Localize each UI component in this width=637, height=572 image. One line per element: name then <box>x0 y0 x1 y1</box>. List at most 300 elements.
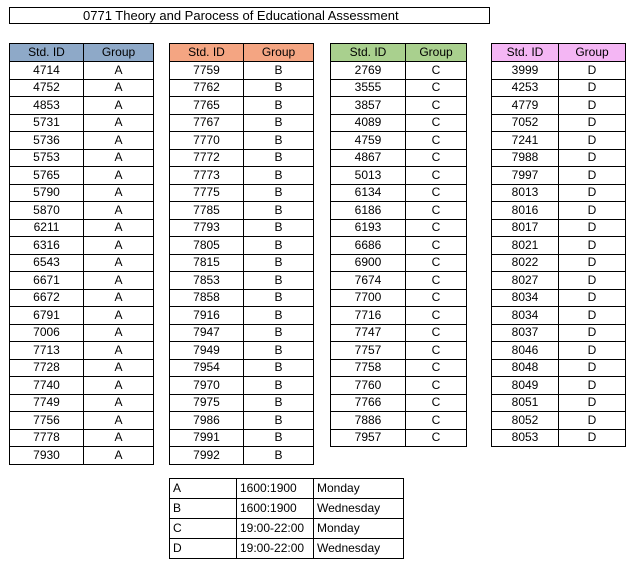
std-id-cell: 6671 <box>10 272 84 290</box>
std-id-cell: 6686 <box>331 237 406 255</box>
std-id-cell: 7805 <box>170 237 244 255</box>
group-cell: C <box>406 307 467 325</box>
group-c-table <box>330 43 467 447</box>
group-c-body <box>331 62 467 447</box>
group-a-body <box>10 62 154 465</box>
group-cell: C <box>406 324 467 342</box>
schedule-group-cell: A <box>170 479 237 499</box>
std-id-cell: 7773 <box>170 167 244 185</box>
group-cell: B <box>244 184 314 202</box>
std-id-cell: 8046 <box>492 342 559 360</box>
std-id-cell: 7747 <box>331 324 406 342</box>
group-cell: A <box>84 167 154 185</box>
group-cell: D <box>559 167 626 185</box>
std-id-header: Std. ID <box>331 44 406 62</box>
table-row <box>170 184 314 202</box>
group-cell: B <box>244 132 314 150</box>
std-id-cell: 7858 <box>170 289 244 307</box>
group-cell: D <box>559 429 626 447</box>
table-row <box>170 394 314 412</box>
std-id-cell: 7970 <box>170 377 244 395</box>
std-id-cell: 8021 <box>492 237 559 255</box>
table-row <box>10 359 154 377</box>
table-row <box>10 324 154 342</box>
table-row <box>170 342 314 360</box>
std-id-cell: 7674 <box>331 272 406 290</box>
table-row <box>10 272 154 290</box>
std-id-cell: 6134 <box>331 184 406 202</box>
table-row <box>331 429 467 447</box>
table-row <box>10 97 154 115</box>
table-row <box>492 167 626 185</box>
group-cell: C <box>406 254 467 272</box>
group-cell: C <box>406 132 467 150</box>
group-cell: D <box>559 324 626 342</box>
group-cell: A <box>84 254 154 272</box>
table-row <box>10 62 154 80</box>
group-header: Group <box>84 44 154 62</box>
group-cell: A <box>84 289 154 307</box>
std-id-cell: 5765 <box>10 167 84 185</box>
std-id-cell: 7988 <box>492 149 559 167</box>
table-row <box>170 132 314 150</box>
group-cell: A <box>84 359 154 377</box>
table-row <box>331 79 467 97</box>
group-cell: B <box>244 307 314 325</box>
table-row <box>492 394 626 412</box>
std-id-cell: 7762 <box>170 79 244 97</box>
table-row <box>170 359 314 377</box>
table-row <box>492 219 626 237</box>
std-id-cell: 7991 <box>170 429 244 447</box>
group-cell: A <box>84 307 154 325</box>
table-row <box>331 219 467 237</box>
std-id-cell: 4714 <box>10 62 84 80</box>
group-cell: D <box>559 359 626 377</box>
std-id-cell: 7713 <box>10 342 84 360</box>
table-row <box>170 62 314 80</box>
group-cell: C <box>406 289 467 307</box>
table-row <box>331 359 467 377</box>
std-id-cell: 7241 <box>492 132 559 150</box>
std-id-cell: 7700 <box>331 289 406 307</box>
group-cell: C <box>406 342 467 360</box>
std-id-cell: 7052 <box>492 114 559 132</box>
std-id-cell: 7853 <box>170 272 244 290</box>
group-cell: B <box>244 237 314 255</box>
header-row <box>492 44 626 62</box>
group-cell: A <box>84 202 154 220</box>
group-cell: D <box>559 149 626 167</box>
group-cell: D <box>559 394 626 412</box>
std-id-header: Std. ID <box>170 44 244 62</box>
std-id-cell: 7758 <box>331 359 406 377</box>
table-row <box>331 342 467 360</box>
std-id-cell: 8027 <box>492 272 559 290</box>
std-id-cell: 8051 <box>492 394 559 412</box>
std-id-cell: 7740 <box>10 377 84 395</box>
group-cell: B <box>244 114 314 132</box>
std-id-cell: 4853 <box>10 97 84 115</box>
group-cell: D <box>559 307 626 325</box>
table-row <box>331 167 467 185</box>
schedule-row <box>170 519 404 539</box>
table-row <box>10 447 154 465</box>
table-row <box>10 114 154 132</box>
group-cell: B <box>244 167 314 185</box>
schedule-day-cell: Monday <box>314 519 404 539</box>
group-cell: B <box>244 342 314 360</box>
table-row <box>492 307 626 325</box>
std-id-cell: 7793 <box>170 219 244 237</box>
group-cell: B <box>244 377 314 395</box>
group-cell: D <box>559 412 626 430</box>
group-cell: B <box>244 447 314 465</box>
group-cell: A <box>84 324 154 342</box>
table-row <box>10 394 154 412</box>
group-cell: D <box>559 79 626 97</box>
schedule-group-cell: D <box>170 539 237 559</box>
std-id-cell: 7930 <box>10 447 84 465</box>
std-id-cell: 8013 <box>492 184 559 202</box>
table-row <box>331 324 467 342</box>
schedule-time-cell: 19:00-22:00 <box>237 539 314 559</box>
table-row <box>170 219 314 237</box>
table-row <box>492 377 626 395</box>
group-cell: B <box>244 359 314 377</box>
group-cell: D <box>559 289 626 307</box>
std-id-cell: 7728 <box>10 359 84 377</box>
table-row <box>331 377 467 395</box>
group-cell: C <box>406 394 467 412</box>
std-id-cell: 7992 <box>170 447 244 465</box>
std-id-cell: 8049 <box>492 377 559 395</box>
group-header: Group <box>244 44 314 62</box>
std-id-cell: 4089 <box>331 114 406 132</box>
group-cell: C <box>406 114 467 132</box>
table-row <box>170 307 314 325</box>
group-cell: D <box>559 97 626 115</box>
std-id-cell: 7006 <box>10 324 84 342</box>
schedule-day-cell: Monday <box>314 479 404 499</box>
group-cell: B <box>244 202 314 220</box>
group-cell: D <box>559 377 626 395</box>
std-id-cell: 5013 <box>331 167 406 185</box>
table-row <box>170 202 314 220</box>
std-id-cell: 7785 <box>170 202 244 220</box>
group-header: Group <box>559 44 626 62</box>
table-row <box>10 132 154 150</box>
group-header: Group <box>406 44 467 62</box>
group-cell: D <box>559 219 626 237</box>
group-cell: B <box>244 272 314 290</box>
std-id-cell: 7770 <box>170 132 244 150</box>
group-cell: B <box>244 62 314 80</box>
table-row <box>10 219 154 237</box>
group-cell: C <box>406 237 467 255</box>
table-row <box>170 237 314 255</box>
table-row <box>10 429 154 447</box>
std-id-cell: 7765 <box>170 97 244 115</box>
std-id-cell: 3857 <box>331 97 406 115</box>
group-d-body <box>492 62 626 447</box>
group-cell: A <box>84 219 154 237</box>
group-cell: D <box>559 237 626 255</box>
std-id-cell: 7767 <box>170 114 244 132</box>
table-row <box>170 324 314 342</box>
std-id-cell: 8017 <box>492 219 559 237</box>
schedule-row <box>170 539 404 559</box>
table-row <box>492 237 626 255</box>
table-row <box>492 149 626 167</box>
table-row <box>331 289 467 307</box>
std-id-cell: 6211 <box>10 219 84 237</box>
table-row <box>170 377 314 395</box>
group-cell: C <box>406 412 467 430</box>
std-id-cell: 7766 <box>331 394 406 412</box>
std-id-cell: 5731 <box>10 114 84 132</box>
group-cell: C <box>406 149 467 167</box>
group-cell: C <box>406 219 467 237</box>
group-cell: A <box>84 447 154 465</box>
table-row <box>10 202 154 220</box>
std-id-cell: 8034 <box>492 307 559 325</box>
table-row <box>492 202 626 220</box>
schedule-time-cell: 19:00-22:00 <box>237 519 314 539</box>
std-id-cell: 6316 <box>10 237 84 255</box>
group-cell: A <box>84 114 154 132</box>
group-a-header <box>10 44 154 62</box>
table-row <box>492 114 626 132</box>
group-b-table <box>169 43 314 465</box>
table-row <box>492 97 626 115</box>
std-id-cell: 7986 <box>170 412 244 430</box>
table-row <box>170 447 314 465</box>
std-id-cell: 8037 <box>492 324 559 342</box>
std-id-cell: 4759 <box>331 132 406 150</box>
header-row <box>10 44 154 62</box>
group-cell: C <box>406 359 467 377</box>
document-title: 0771 Theory and Parocess of Educational Assessment <box>9 7 490 24</box>
table-row <box>492 79 626 97</box>
table-row <box>170 79 314 97</box>
header-row <box>170 44 314 62</box>
std-id-cell: 7975 <box>170 394 244 412</box>
table-row <box>170 254 314 272</box>
group-cell: B <box>244 254 314 272</box>
schedule-day-cell: Wednesday <box>314 499 404 519</box>
schedule-row <box>170 479 404 499</box>
schedule-time-cell: 1600:1900 <box>237 499 314 519</box>
group-cell: B <box>244 289 314 307</box>
table-row <box>492 342 626 360</box>
std-id-cell: 7949 <box>170 342 244 360</box>
table-row <box>10 79 154 97</box>
group-cell: A <box>84 79 154 97</box>
std-id-cell: 3555 <box>331 79 406 97</box>
table-row <box>10 254 154 272</box>
group-cell: A <box>84 394 154 412</box>
group-cell: C <box>406 167 467 185</box>
std-id-cell: 3999 <box>492 62 559 80</box>
std-id-cell: 5736 <box>10 132 84 150</box>
table-row <box>170 114 314 132</box>
std-id-cell: 5790 <box>10 184 84 202</box>
table-row <box>170 149 314 167</box>
table-row <box>492 254 626 272</box>
group-cell: B <box>244 149 314 167</box>
group-a-table <box>9 43 154 465</box>
table-row <box>331 394 467 412</box>
group-d-header <box>492 44 626 62</box>
table-row <box>492 272 626 290</box>
schedule-group-cell: C <box>170 519 237 539</box>
table-row <box>331 412 467 430</box>
std-id-cell: 6543 <box>10 254 84 272</box>
group-cell: B <box>244 324 314 342</box>
group-cell: A <box>84 184 154 202</box>
std-id-header: Std. ID <box>492 44 559 62</box>
group-cell: A <box>84 132 154 150</box>
std-id-cell: 4779 <box>492 97 559 115</box>
table-row <box>331 97 467 115</box>
table-row <box>170 167 314 185</box>
std-id-cell: 7756 <box>10 412 84 430</box>
table-row <box>331 149 467 167</box>
schedule-row <box>170 499 404 519</box>
table-row <box>331 62 467 80</box>
table-row <box>492 184 626 202</box>
std-id-cell: 6186 <box>331 202 406 220</box>
std-id-cell: 8053 <box>492 429 559 447</box>
std-id-cell: 7716 <box>331 307 406 325</box>
group-cell: B <box>244 219 314 237</box>
table-row <box>10 184 154 202</box>
group-cell: C <box>406 97 467 115</box>
group-cell: A <box>84 342 154 360</box>
group-cell: B <box>244 394 314 412</box>
table-row <box>492 132 626 150</box>
table-row <box>331 132 467 150</box>
std-id-cell: 7815 <box>170 254 244 272</box>
group-b-header <box>170 44 314 62</box>
std-id-cell: 7759 <box>170 62 244 80</box>
table-row <box>170 429 314 447</box>
group-cell: A <box>84 377 154 395</box>
table-row <box>492 324 626 342</box>
table-row <box>492 429 626 447</box>
group-cell: B <box>244 412 314 430</box>
group-cell: A <box>84 237 154 255</box>
std-id-cell: 7954 <box>170 359 244 377</box>
std-id-cell: 8052 <box>492 412 559 430</box>
table-row <box>331 254 467 272</box>
table-row <box>10 412 154 430</box>
table-row <box>10 342 154 360</box>
group-cell: A <box>84 149 154 167</box>
table-row <box>492 289 626 307</box>
std-id-header: Std. ID <box>10 44 84 62</box>
schedule-body <box>170 479 404 559</box>
std-id-cell: 4752 <box>10 79 84 97</box>
std-id-cell: 2769 <box>331 62 406 80</box>
table-row <box>492 62 626 80</box>
group-cell: D <box>559 184 626 202</box>
table-row <box>492 412 626 430</box>
group-cell: C <box>406 184 467 202</box>
group-cell: A <box>84 272 154 290</box>
std-id-cell: 7916 <box>170 307 244 325</box>
group-cell: C <box>406 202 467 220</box>
table-row <box>10 377 154 395</box>
group-cell: C <box>406 272 467 290</box>
std-id-cell: 7760 <box>331 377 406 395</box>
schedule-time-cell: 1600:1900 <box>237 479 314 499</box>
group-cell: D <box>559 132 626 150</box>
std-id-cell: 5753 <box>10 149 84 167</box>
std-id-cell: 7775 <box>170 184 244 202</box>
table-row <box>331 237 467 255</box>
group-cell: C <box>406 429 467 447</box>
group-cell: D <box>559 202 626 220</box>
table-row <box>331 272 467 290</box>
schedule-group-cell: B <box>170 499 237 519</box>
std-id-cell: 6672 <box>10 289 84 307</box>
group-cell: A <box>84 429 154 447</box>
std-id-cell: 8034 <box>492 289 559 307</box>
schedule-day-cell: Wednesday <box>314 539 404 559</box>
std-id-cell: 8016 <box>492 202 559 220</box>
group-cell: B <box>244 79 314 97</box>
group-cell: A <box>84 62 154 80</box>
std-id-cell: 7778 <box>10 429 84 447</box>
group-cell: D <box>559 342 626 360</box>
group-cell: C <box>406 62 467 80</box>
group-cell: D <box>559 272 626 290</box>
std-id-cell: 7957 <box>331 429 406 447</box>
header-row <box>331 44 467 62</box>
group-cell: B <box>244 97 314 115</box>
group-cell: D <box>559 254 626 272</box>
std-id-cell: 7749 <box>10 394 84 412</box>
std-id-cell: 7947 <box>170 324 244 342</box>
std-id-cell: 8022 <box>492 254 559 272</box>
table-row <box>10 167 154 185</box>
group-b-body <box>170 62 314 465</box>
group-d-table <box>491 43 626 447</box>
group-cell: B <box>244 429 314 447</box>
std-id-cell: 5870 <box>10 202 84 220</box>
table-row <box>170 272 314 290</box>
table-row <box>10 149 154 167</box>
table-row <box>10 289 154 307</box>
std-id-cell: 7997 <box>492 167 559 185</box>
schedule-table <box>169 478 404 559</box>
table-row <box>10 307 154 325</box>
std-id-cell: 7772 <box>170 149 244 167</box>
group-cell: A <box>84 412 154 430</box>
group-cell: A <box>84 97 154 115</box>
std-id-cell: 6900 <box>331 254 406 272</box>
group-c-header <box>331 44 467 62</box>
std-id-cell: 7886 <box>331 412 406 430</box>
group-cell: D <box>559 114 626 132</box>
std-id-cell: 6791 <box>10 307 84 325</box>
group-cell: D <box>559 62 626 80</box>
table-row <box>170 412 314 430</box>
table-row <box>331 202 467 220</box>
table-row <box>331 184 467 202</box>
